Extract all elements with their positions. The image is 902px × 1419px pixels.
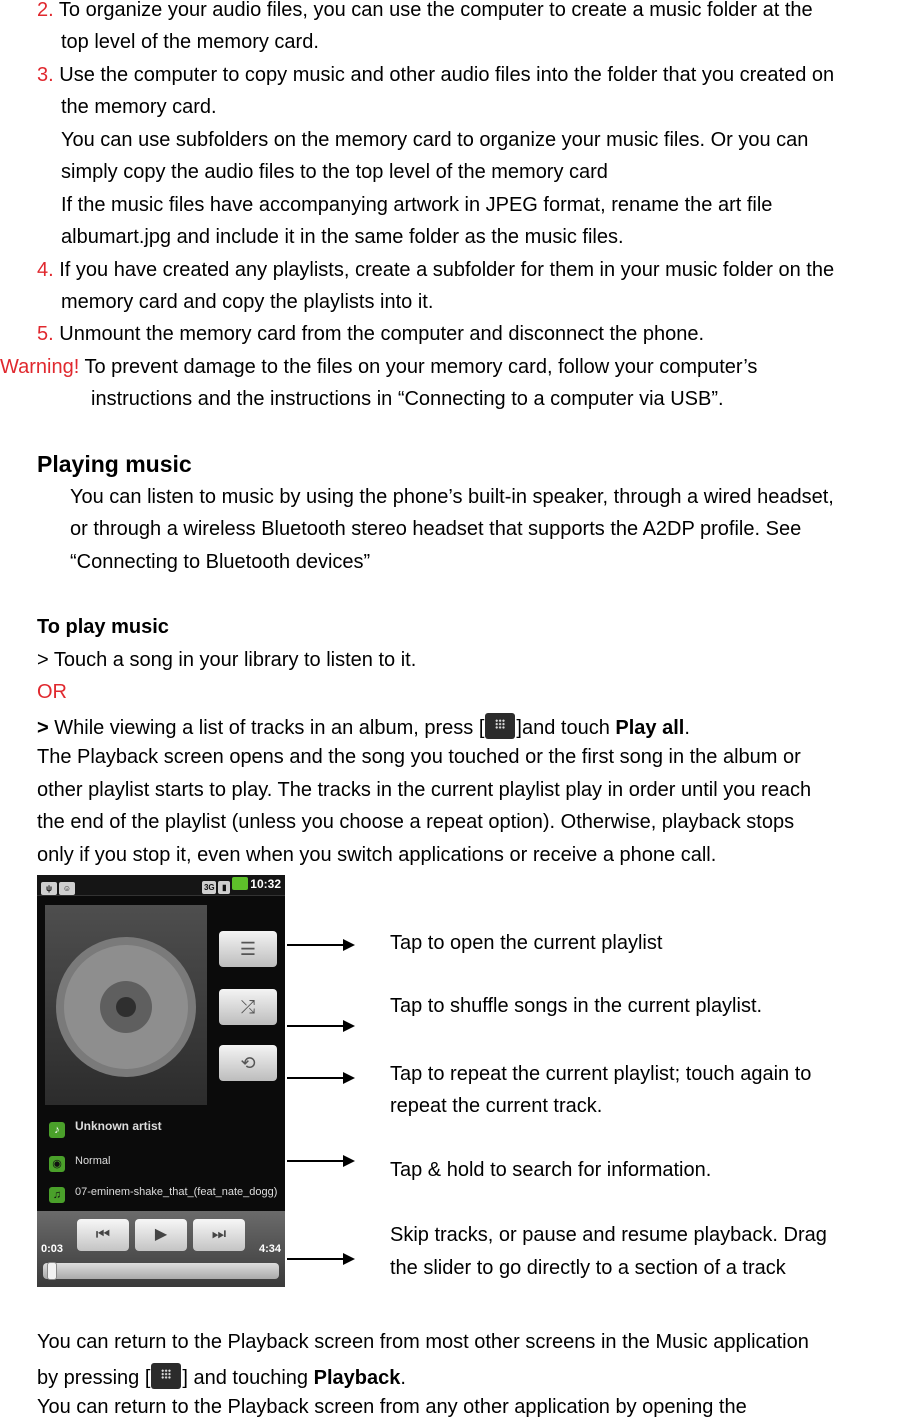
menu-key-icon [151,1363,181,1389]
paragraph-line [37,1363,406,1390]
paragraph-line: the end of the playlist (unless you choose a repeat option). Otherwise, playback stops [37,811,795,833]
warning-label: Warning! [0,356,80,378]
track-row[interactable] [49,1186,277,1203]
status-bar [37,875,285,896]
step-5-line-1 [37,322,704,346]
battery-icon [232,877,248,890]
step-3-line-2: the memory card. [61,96,217,118]
step-3-line-6: albumart.jpg and include it in the same folder as the music files. [61,226,624,248]
step-4-line-2: memory card and copy the playlists into it. [61,291,434,313]
paragraph-line: only if you stop it, even when you switch applications or receive a phone call. [37,844,717,866]
elapsed-time: 0:03 [41,1243,64,1255]
next-button[interactable] [193,1219,245,1251]
play-icon: ▶ [154,1226,168,1243]
step-2-line-1 [37,0,813,22]
track-label: 07-eminem-shake_that_(feat_nate_dogg) [75,1186,278,1198]
bullet-marker: > [37,717,49,739]
total-time: 4:34 [258,1243,281,1255]
paragraph-line: You can return to the Playback screen from most other screens in the Music application [37,1331,809,1353]
list-icon: ☰ [239,939,257,959]
callout-repeat-1: Tap to repeat the current playlist; touch again to [390,1063,812,1085]
mode-label: Normal [75,1155,111,1167]
artist-row[interactable] [49,1119,162,1138]
instruction-line [37,713,690,740]
status-icons-left [41,878,77,895]
paragraph-line: or through a wireless Bluetooth stereo headset that supports the A2DP profile. See [70,518,802,540]
step-number: 3. [37,64,54,86]
callout-search: Tap & hold to search for information. [390,1159,712,1181]
paragraph-line: The Playback screen opens and the song you touched or the first song in the album or [37,746,801,768]
microphone-icon: ♪ [49,1122,65,1138]
callout-arrow [287,1258,343,1260]
signal-icon: ▮ [218,881,230,894]
text: While viewing a list of tracks in an album, press [ [48,717,485,739]
disc-small-icon: ◉ [49,1156,65,1172]
subheading: To play music [37,616,169,638]
status-right [202,877,281,894]
warning-text: To prevent damage to the files on your memory card, follow your computer’s [84,356,758,378]
android-debug-icon: ☺ [59,882,75,895]
shuffle-icon: ⤮ [240,997,256,1017]
playback-screenshot [37,875,285,1287]
album-art[interactable] [45,905,207,1105]
callout-shuffle: Tap to shuffle songs in the current playlist. [390,995,763,1017]
callout-skip-2: the slider to go directly to a section of a track [390,1257,786,1279]
step-text: Use the computer to copy music and other audio files into the folder that you created on [59,64,835,86]
instruction-line: > Touch a song in your library to listen to it. [37,649,417,671]
callout-arrow [287,1025,343,1027]
mode-row[interactable] [49,1155,110,1172]
repeat-button[interactable] [219,1045,277,1081]
text: ]and touch [516,717,616,739]
step-3-line-3: You can use subfolders on the memory card to organize your music files. Or you can [61,129,809,151]
playback-label: Playback [313,1367,401,1389]
play-button[interactable] [135,1219,187,1251]
step-number: 2. [37,0,54,21]
play-all-label: Play all [615,717,685,739]
playback-controls [37,1211,285,1287]
callout-arrow [287,1077,343,1079]
paragraph-line: “Connecting to Bluetooth devices” [70,551,371,573]
or-label: OR [37,681,67,703]
text: ] and touching [182,1367,314,1389]
note-icon: ♫ [49,1187,65,1203]
menu-key-icon [485,713,515,739]
paragraph-line: You can return to the Playback screen from any other application by opening the [37,1396,747,1418]
shuffle-button[interactable] [219,989,277,1025]
step-3-line-4: simply copy the audio files to the top level of the memory card [61,161,608,183]
step-3-line-5: If the music files have accompanying artwork in JPEG format, rename the art file [61,194,773,216]
previous-button[interactable] [77,1219,129,1251]
section-heading: Playing music [37,451,192,477]
progress-slider[interactable] [43,1263,279,1279]
playlist-button[interactable] [219,931,277,967]
step-number: 4. [37,259,54,281]
disc-icon [45,905,207,1105]
text: . [684,717,690,739]
step-number: 5. [37,323,54,345]
callout-arrow [287,1160,343,1162]
callout-repeat-2: repeat the current track. [390,1095,603,1117]
step-2-line-2: top level of the memory card. [61,31,319,53]
network-3g-icon: 3G [203,883,215,892]
next-icon: ⏭ [211,1226,227,1243]
step-4-line-1 [37,258,834,282]
paragraph-line: You can listen to music by using the phone’s built-in speaker, through a wired headset, [70,486,834,508]
text: . [400,1367,406,1389]
repeat-icon: ⟲ [240,1053,256,1073]
step-text: To organize your audio files, you can use the computer to create a music folder at the [58,0,813,21]
paragraph-line: other playlist starts to play. The tracks in the current playlist play in order until you reach [37,779,812,801]
step-text: Unmount the memory card from the computer and disconnect the phone. [59,323,705,345]
slider-knob[interactable] [47,1262,57,1280]
warning-line-2: instructions and the instructions in “Connecting to a computer via USB”. [91,388,724,410]
text: by pressing [ [37,1367,151,1389]
callout-arrow [287,944,343,946]
artist-label: Unknown artist [75,1119,162,1133]
step-3-line-1 [37,63,834,87]
callout-playlist: Tap to open the current playlist [390,932,663,954]
step-text: If you have created any playlists, create a subfolder for them in your music folder on the [59,259,835,281]
previous-icon: ⏮ [95,1226,111,1243]
callout-skip-1: Skip tracks, or pause and resume playback. Drag [390,1224,827,1246]
usb-icon: ψ [41,882,57,895]
warning-line-1 [0,355,757,379]
status-time: 10:32 [250,877,281,891]
